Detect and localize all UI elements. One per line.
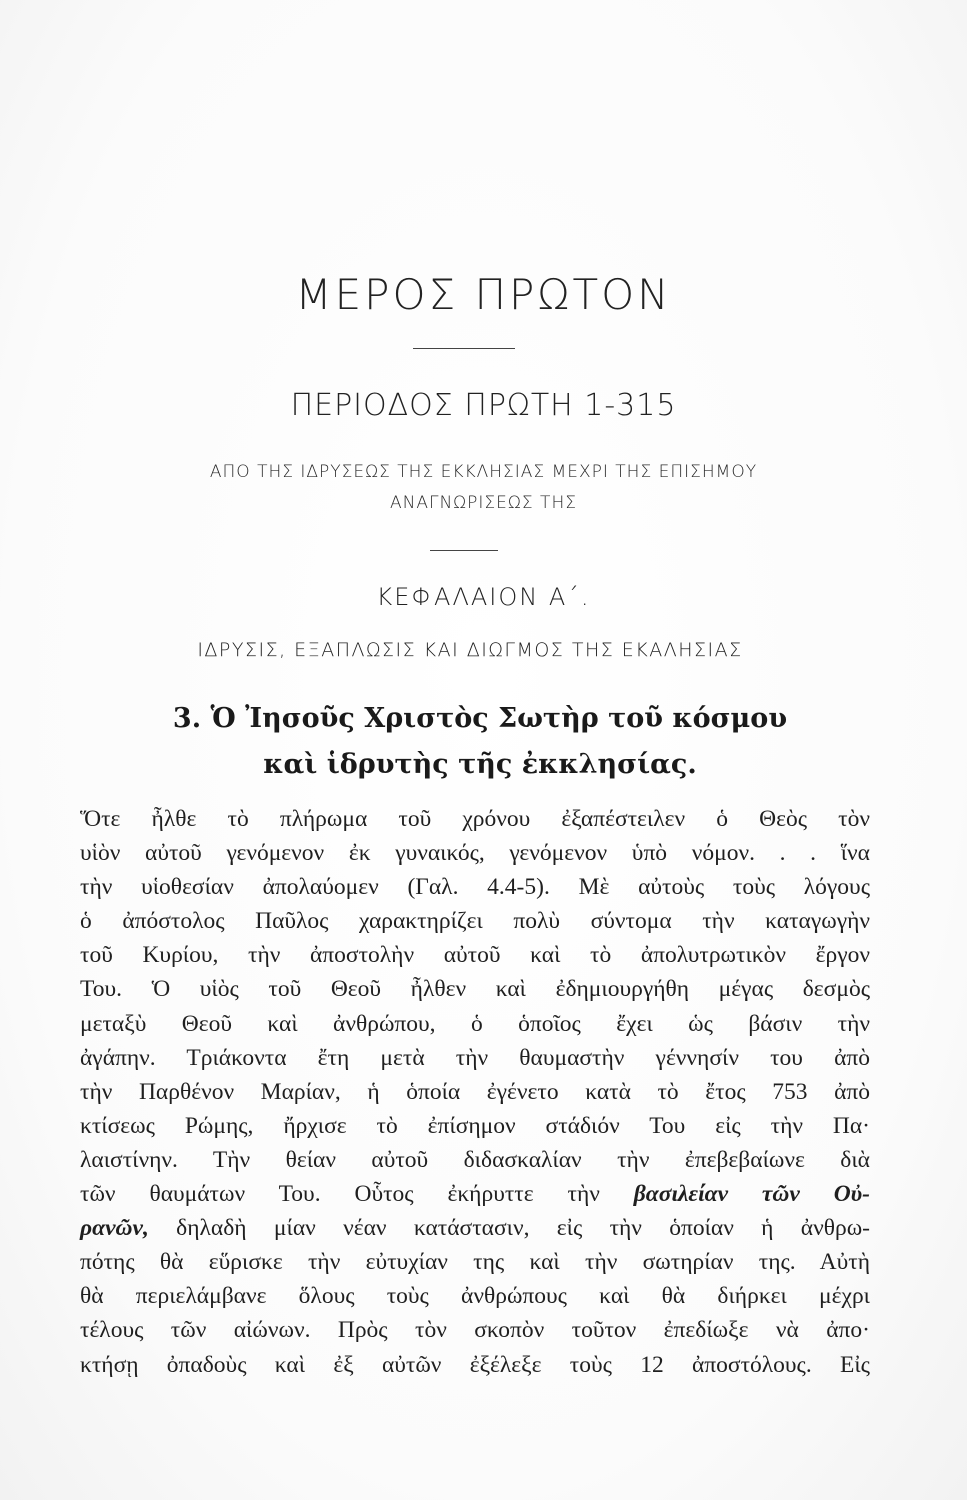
body-line: θὰ περιελάμβανε ὅλους τοὺς ἀνθρώπους καὶ θὰ διήρκει μέχρι (80, 1283, 870, 1310)
body-line: μεταξὺ Θεοῦ καὶ ἀνθρώπου, ὁ ὁποῖος ἔχει ὡς βάσιν τὴν (80, 1010, 870, 1037)
body-line: ὁ ἀπόστολος Παῦλος χαρακτηρίζει πολὺ σύντομα τὴν καταγωγὴν (80, 908, 870, 935)
body-line: τέλους τῶν αἰώνων. Πρὸς τὸν σκοπὸν τοῦτον ἐπεδίωξε νὰ ἀπο· (80, 1317, 870, 1344)
period-title: ΠΕΡΙΟΔΟΣ ΠΡΩΤΗ 1-315 (290, 388, 677, 423)
body-line: πότης θὰ εὕρισκε τὴν εὐτυχίαν της καὶ τὴν σωτηρίαν της. Αὐτὴ (80, 1249, 870, 1276)
divider-rule (430, 550, 498, 551)
emphasis-text: βασιλείαν τῶν Οὐ- (633, 1181, 870, 1208)
section-heading (160, 696, 800, 788)
body-line: ἀγάπην. Τριάκοντα ἔτη μετὰ τὴν θαυμαστὴν γέννησίν του ἀπὸ (80, 1044, 870, 1071)
body-paragraph (80, 802, 870, 1382)
body-line (80, 1177, 870, 1211)
chapter-title: ΚΕΦΑΛΑΙΟΝ Α΄. (376, 583, 591, 611)
emphasis-text: ρανῶν, (80, 1215, 149, 1242)
period-subtitle-line-2: ΑΝΑΓΝΩΡΙΣΕΩΣ ΤΗΣ (390, 493, 577, 513)
period-subtitle-line-1: ΑΠΟ ΤΗΣ ΙΔΡΥΣΕΩΣ ΤΗΣ ΕΚΚΛΗΣΙΑΣ ΜΕΧΡΙ ΤΗΣ ΕΠΙΣΗΜΟΥ (209, 462, 758, 482)
body-line (80, 1211, 870, 1245)
body-line: τὴν υἱοθεσίαν ἀπολαύομεν (Γαλ. 4.4-5). Μὲ αὐτοὺς τοὺς λόγους (80, 874, 870, 901)
chapter-subtitle: ΙΔΡΥΣΙΣ, ΕΞΑΠΛΩΣΙΣ ΚΑΙ ΔΙΩΓΜΟΣ ΤΗΣ ΕΚΑΛΗΣΙΑΣ (197, 639, 743, 661)
body-line-text: δηλαδὴ μίαν νέαν κατάστασιν, εἰς τὴν ὁποίαν ἡ ἀνθρω- (148, 1215, 870, 1242)
body-line: λαιστίνην. Τὴν θείαν αὐτοῦ διδασκαλίαν τὴν ἐπεβεβαίωνε διὰ (80, 1146, 870, 1173)
body-line: κτίσεως Ρώμης, ἤρχισε τὸ ἐπίσημον στάδιόν Του εἰς τὴν Πα· (80, 1112, 870, 1139)
body-line: τοῦ Κυρίου, τὴν ἀποστολὴν αὐτοῦ καὶ τὸ ἀπολυτρωτικὸν ἔργον (80, 942, 870, 969)
body-line: τὴν Παρθένον Μαρίαν, ἡ ὁποία ἐγένετο κατὰ τὸ ἔτος 753 ἀπὸ (80, 1078, 870, 1105)
body-line: υἱὸν αὐτοῦ γενόμενον ἐκ γυναικός, γενόμενον ὑπὸ νόμον. . . ἵνα (80, 840, 870, 867)
body-line: Του. Ὁ υἱὸς τοῦ Θεοῦ ἦλθεν καὶ ἐδημιουργήθη μέγας δεσμὸς (80, 976, 870, 1003)
body-line: κτήσῃ ὀπαδοὺς καὶ ἐξ αὐτῶν ἐξέλεξε τοὺς 12 ἀποστόλους. Εἰς (80, 1351, 870, 1378)
divider-rule (413, 348, 515, 349)
part-title: ΜΕΡΟΣ ΠΡΩΤΟΝ (295, 270, 672, 319)
body-line-text: τῶν θαυμάτων Του. Οὗτος ἐκήρυττε τὴν (80, 1181, 634, 1208)
section-heading-line-1: 3. Ὁ Ἰησοῦς Χριστὸς Σωτὴρ τοῦ κόσμου (172, 703, 788, 734)
body-line: Ὅτε ἦλθε τὸ πλήρωμα τοῦ χρόνου ἐξαπέστειλεν ὁ Θεὸς τὸν (80, 806, 870, 832)
section-heading-line-2: καὶ ἱδρυτὴς τῆς ἐκκλησίας. (263, 749, 697, 780)
